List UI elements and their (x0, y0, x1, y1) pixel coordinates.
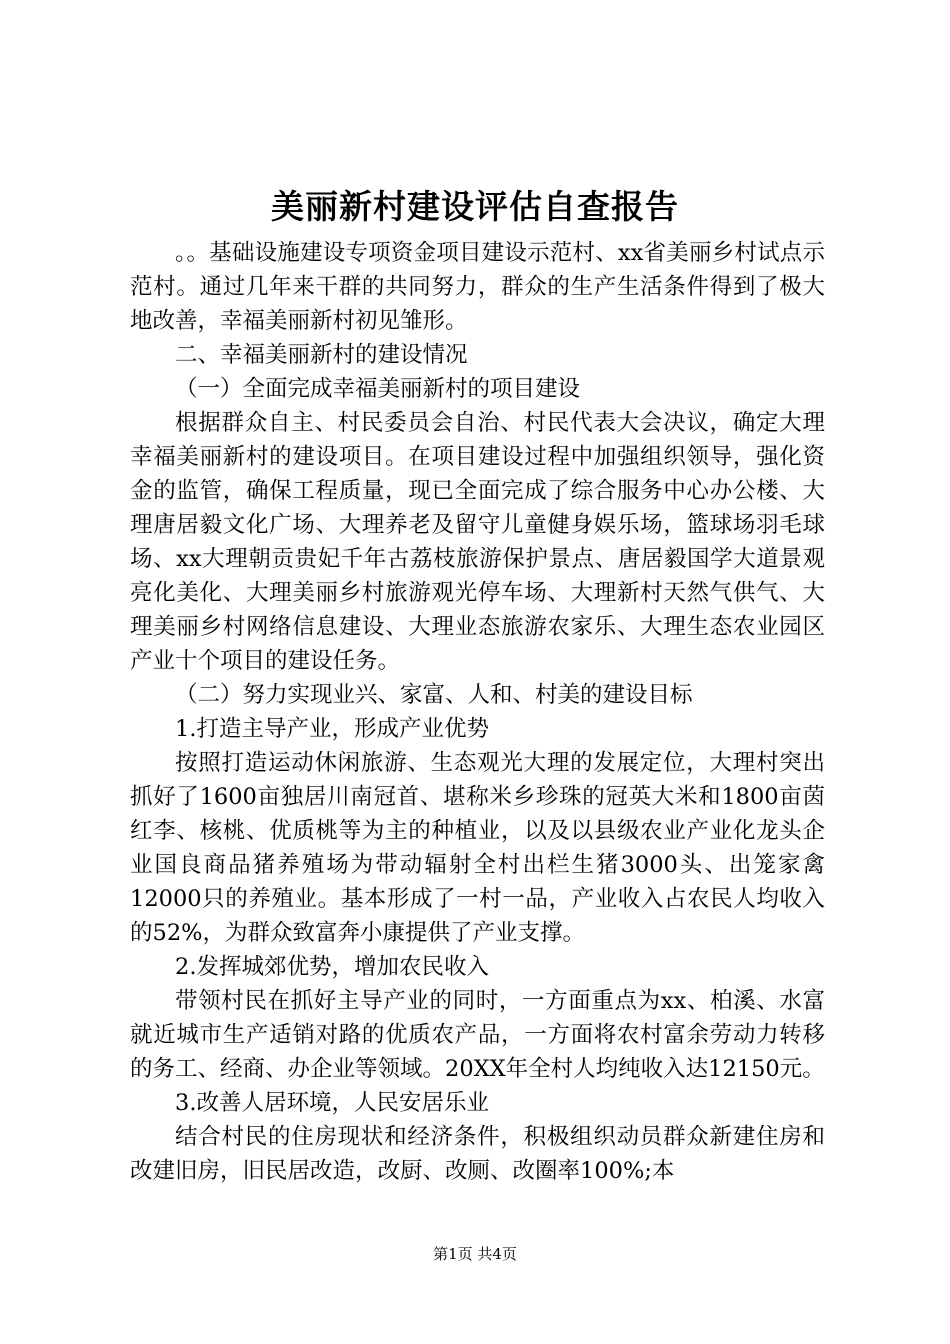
paragraph: 带领村民在抓好主导产业的同时，一方面重点为xx、柏溪、水富就近城市生产适销对路的优质农产品，一方面将农村富余劳动力转移的务工、经商、办企业等领域。20XX年全村人均纯收入达12150元。 (130, 988, 825, 1082)
page-footer: 第1页 共4页 (433, 1245, 517, 1263)
document-title: 美丽新村建设评估自查报告 (271, 187, 679, 226)
paragraph: 结合村民的住房现状和经济条件，积极组织动员群众新建住房和改建旧房，旧民居改造，改厨、改厕、改圈率100%;本 (130, 1124, 825, 1184)
subsection-heading: （一）全面完成幸福美丽新村的项目建设 (175, 376, 581, 402)
paragraph: 。。基础设施建设专项资金项目建设示范村、xx省美丽乡村试点示范村。通过几年来干群的共同努力，群众的生产生活条件得到了极大地改善，幸福美丽新村初见雏形。 (130, 240, 825, 334)
section-heading: 二、幸福美丽新村的建设情况 (175, 342, 468, 368)
paragraph: 按照打造运动休闲旅游、生态观光大理的发展定位，大理村突出抓好了1600亩独居川南冠首、堪称米乡珍珠的冠英大米和1800亩茵红李、核桃、优质桃等为主的种植业，以及以县级农业产业化龙头企业国良商品猪养殖场为带动辐射全村出栏生猪3000头、出笼家禽12000只的养殖业。基本形成了一村一品，产业收入占农民人均收入的52%，为群众致富奔小康提供了产业支撑。 (130, 750, 825, 946)
item-heading: 1.打造主导产业，形成产业优势 (175, 716, 489, 742)
item-heading: 2.发挥城郊优势，增加农民收入 (175, 954, 489, 980)
item-heading: 3.改善人居环境，人民安居乐业 (175, 1090, 489, 1116)
subsection-heading: （二）努力实现业兴、家富、人和、村美的建设目标 (175, 682, 693, 708)
document-body (130, 236, 825, 1188)
paragraph: 根据群众自主、村民委员会自治、村民代表大会决议，确定大理幸福美丽新村的建设项目。在项目建设过程中加强组织领导，强化资金的监管，确保工程质量，现已全面完成了综合服务中心办公楼、大理唐居毅文化广场、大理养老及留守儿童健身娱乐场，篮球场羽毛球场、xx大理朝贡贵妃千年古荔枝旅游保护景点、唐居毅国学大道景观亮化美化、大理美丽乡村旅游观光停车场、大理新村天然气供气、大理美丽乡村网络信息建设、大理业态旅游农家乐、大理生态农业园区产业十个项目的建设任务。 (130, 410, 825, 674)
